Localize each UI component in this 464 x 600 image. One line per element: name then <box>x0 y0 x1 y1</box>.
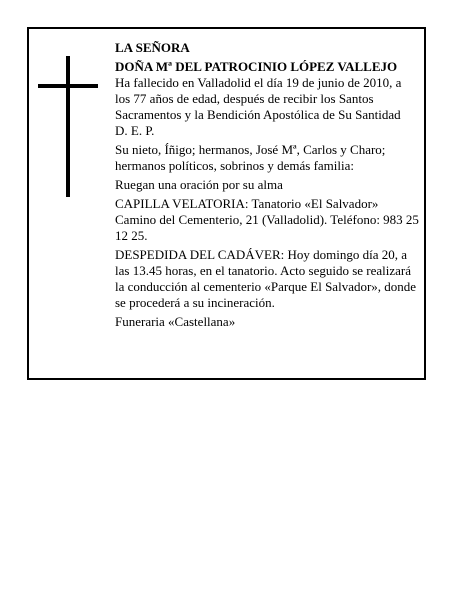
obituary-heading: LA SEÑORA <box>115 40 190 55</box>
chapel-info: CAPILLA VELATORIA: Tanatorio «El Salvador» Camino del Cementerio, 21 (Valladolid). Teléfono: 983 25 12 25. <box>115 196 419 243</box>
rip-text: D. E. P. <box>115 123 155 138</box>
funeral-home: Funeraria «Castellana» <box>115 314 236 329</box>
farewell-info: DESPEDIDA DEL CADÁVER: Hoy domingo día 20, a las 13.45 horas, en el tanatorio. Acto seguido se realizará la conducción al cementerio «Parque El Salvador», donde se procederá a su incineración. <box>115 247 417 310</box>
cross-vertical-bar <box>66 56 70 197</box>
family-list: Su nieto, Íñigo; hermanos, José Mª, Carlos y Charo; hermanos políticos, sobrinos y demás familia: <box>115 142 386 173</box>
death-announcement: Ha fallecido en Valladolid el día 19 de junio de 2010, a los 77 años de edad, después de recibir los Santos Sacramentos y la Bendición Apostólica de Su Santidad <box>115 75 402 122</box>
obituary-text <box>115 40 419 333</box>
cross-horizontal-bar <box>38 84 98 88</box>
deceased-name: DOÑA Mª DEL PATROCINIO LÓPEZ VALLEJO <box>115 59 398 74</box>
prayer-request: Ruegan una oración por su alma <box>115 177 283 192</box>
